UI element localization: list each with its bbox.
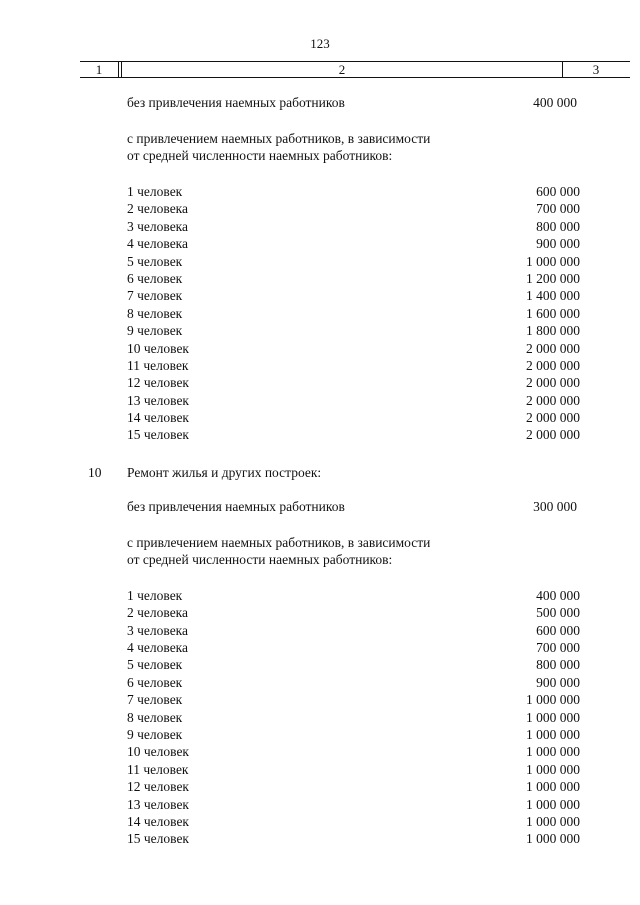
page-number: 123 [310,36,330,51]
section-continued [0,94,640,444]
employee-count-label: 2 человека [127,201,189,217]
employee-count-label: 14 человек [127,813,189,829]
tariff-value: 1 000 000 [526,253,580,269]
table-row [0,691,640,708]
employee-count-label: 4 человека [127,640,189,656]
table-row [0,340,640,357]
tariff-value: 2 000 000 [526,357,580,373]
employee-count-label: 7 человек [127,692,183,708]
employee-count-label: 8 человек [127,305,183,321]
tariff-value: 1 000 000 [526,779,580,795]
employee-count-label: 11 человек [127,761,189,777]
tariff-value: 1 000 000 [526,796,580,812]
table-row [0,709,640,726]
tariff-value: 1 600 000 [526,305,580,321]
tariff-value: 1 000 000 [526,726,580,742]
table-row [0,253,640,270]
table-row [0,674,640,691]
intro-line: с привлечением наемных работников, в зависимости [127,534,431,550]
without-hired-value: 300 000 [533,498,577,514]
without-hired-label: без привлечения наемных работников [127,95,345,110]
employee-count-label: 13 человек [127,392,189,408]
tariff-sections [0,94,640,848]
tariff-value: 600 000 [536,184,580,199]
employee-count-label: 1 человек [127,587,183,603]
table-row [0,218,640,235]
table-row [0,357,640,374]
table-row [0,726,640,743]
table-row [0,270,640,287]
tariff-value: 1 000 000 [526,831,580,847]
table-row [0,761,640,778]
table-row [0,778,640,795]
employee-count-label: 3 человека [127,622,189,638]
tariff-value: 1 000 000 [526,692,580,708]
employee-count-label: 15 человек [127,427,189,443]
tariff-value: 800 000 [536,657,580,673]
table-row [0,426,640,443]
employee-count-label: 13 человек [127,796,189,812]
tariff-value: 700 000 [536,201,580,217]
employee-count-label: 4 человека [127,236,189,252]
table-row [0,587,640,604]
tariff-value: 400 000 [536,587,580,603]
employee-count-label: 12 человек [127,375,189,391]
employee-count-label: 12 человек [127,779,189,795]
column-header-row [80,61,630,78]
table-row [0,604,640,621]
column-header-3: 3 [592,62,600,77]
table-row [0,409,640,426]
intro-line: от средней численности наемных работников: [127,148,393,163]
tariff-value: 1 400 000 [526,288,580,304]
table-row [0,830,640,847]
employee-count-label: 7 человек [127,288,183,304]
table-row [0,287,640,304]
tariff-value: 1 800 000 [526,323,580,339]
employee-count-label: 14 человек [127,410,189,426]
table-row [0,374,640,391]
with-hired-intro [127,130,487,164]
table-row [0,796,640,813]
table-row [0,743,640,760]
without-hired-row [0,498,640,515]
employee-count-label: 10 человек [127,744,189,760]
without-hired-value: 400 000 [533,95,577,110]
employee-count-label: 6 человек [127,674,183,690]
employee-count-label: 8 человек [127,709,183,725]
employee-count-label: 9 человек [127,323,183,339]
table-row [0,200,640,217]
tariff-value: 2 000 000 [526,340,580,356]
tariff-value: 2 000 000 [526,427,580,443]
tariff-value: 1 200 000 [526,270,580,286]
with-hired-intro [127,534,487,568]
tariff-value: 2 000 000 [526,392,580,408]
table-row [0,322,640,339]
table-row [0,622,640,639]
tariff-value: 2 000 000 [526,375,580,391]
without-hired-label: без привлечения наемных работников [127,498,345,514]
tariff-value: 1 000 000 [526,813,580,829]
tariff-value: 600 000 [536,622,580,638]
table-row [0,656,640,673]
employee-count-rows [0,183,640,444]
employee-count-label: 9 человек [127,726,183,742]
section-title: Ремонт жилья и других построек: [127,464,322,480]
intro-line: от средней численности наемных работников: [127,551,393,567]
employee-count-rows [0,587,640,848]
table-row [0,305,640,322]
without-hired-row [0,94,640,111]
employee-count-label: 10 человек [127,340,189,356]
table-row [0,813,640,830]
tariff-value: 500 000 [536,605,580,621]
section-10 [0,464,640,848]
column-header-2: 2 [121,62,563,77]
employee-count-label: 15 человек [127,831,189,847]
column-header-1: 1 [80,62,119,77]
tariff-value: 700 000 [536,640,580,656]
table-row [0,183,640,200]
tariff-value: 800 000 [536,218,580,234]
tariff-value: 1 000 000 [526,744,580,760]
tariff-value: 1 000 000 [526,709,580,725]
tariff-value: 900 000 [536,674,580,690]
tariff-value: 1 000 000 [526,761,580,777]
employee-count-label: 5 человек [127,657,183,673]
tariff-value: 2 000 000 [526,410,580,426]
table-row [0,392,640,409]
intro-line: с привлечением наемных работников, в зависимости [127,131,431,146]
section-number: 10 [88,464,102,480]
employee-count-label: 5 человек [127,253,183,269]
tariff-value: 900 000 [536,236,580,252]
employee-count-label: 3 человека [127,218,189,234]
employee-count-label: 2 человека [127,605,189,621]
table-row [0,235,640,252]
employee-count-label: 1 человек [127,184,183,199]
employee-count-label: 6 человек [127,270,183,286]
table-row [0,639,640,656]
employee-count-label: 11 человек [127,357,189,373]
